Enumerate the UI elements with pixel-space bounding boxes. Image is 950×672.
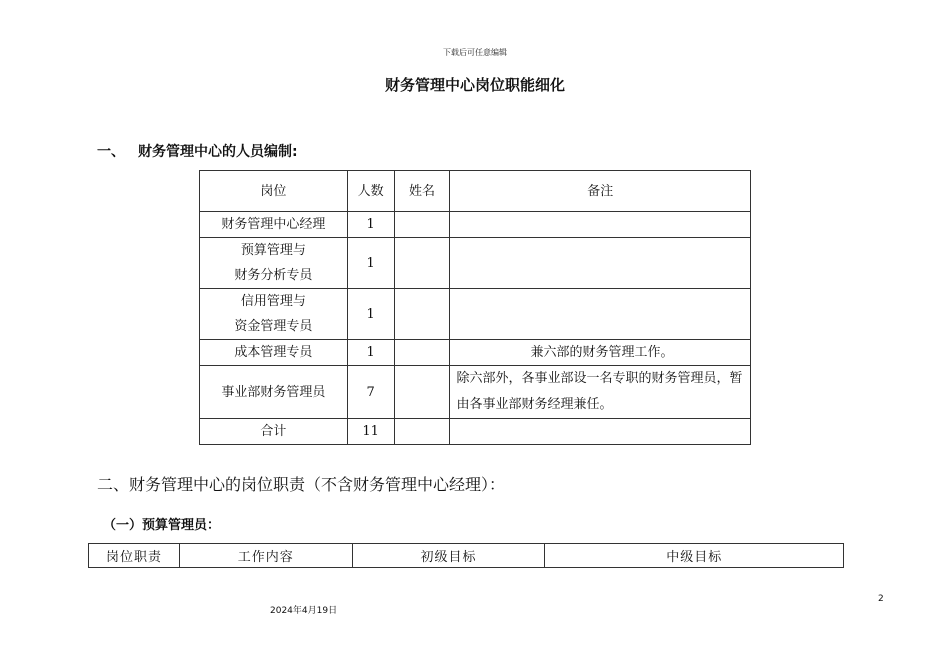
duty-table [88,543,844,568]
header-work-content: 工作内容 [179,544,352,568]
header-note: 下载后可任意编辑 [443,48,507,57]
post-line: 信用管理与 [240,294,306,309]
note-cell [450,419,751,445]
note-cell [450,212,751,238]
header-post: 岗位 [200,171,348,212]
table-total-row [200,419,751,445]
count-cell: 1 [347,212,394,238]
post-cell: 事业部财务管理员 [200,366,348,419]
post-cell: 成本管理专员 [200,340,348,366]
post-line: 财务分析专员 [234,268,313,283]
section-1-heading [97,141,298,161]
note-cell: 除六部外，各事业部设一名专职的财务管理员，暂由各事业部财务经理兼任。 [450,366,751,419]
header-name: 姓名 [394,171,450,212]
name-cell [394,238,450,289]
count-cell: 7 [347,366,394,419]
total-label-cell: 合计 [200,419,348,445]
name-cell [394,366,450,419]
header-note: 备注 [450,171,751,212]
name-cell [394,419,450,445]
name-cell [394,212,450,238]
page-number: 2 [878,594,884,604]
note-cell [450,289,751,340]
table-row [200,289,751,340]
post-line: 预算管理与 [240,243,306,258]
table-row [200,366,751,419]
note-cell [450,238,751,289]
note-cell: 兼六部的财务管理工作。 [450,340,751,366]
document-title: 财务管理中心岗位职能细化 [384,76,565,94]
section-1-title: 财务管理中心的人员编制: [138,144,298,160]
section-1-number: 一、 [97,144,125,160]
staff-table-header-row [200,171,751,212]
subsection-1-heading: （一）预算管理员： [103,518,221,533]
post-cell [200,289,348,340]
footer-date: 2024年4月19日 [270,606,338,616]
table-row [200,238,751,289]
header-duty: 岗位职责 [89,544,180,568]
name-cell [394,289,450,340]
table-row [200,212,751,238]
count-cell: 1 [347,340,394,366]
total-count-cell: 11 [347,419,394,445]
count-cell: 1 [347,289,394,340]
section-2-heading: 二、财务管理中心的岗位职责（不含财务管理中心经理）： [97,475,506,494]
count-cell: 1 [347,238,394,289]
staff-table [199,170,751,445]
post-cell [200,238,348,289]
name-cell [394,340,450,366]
header-basic-goal: 初级目标 [352,544,545,568]
post-line: 资金管理专员 [234,319,313,334]
duty-table-header-row [89,544,844,568]
header-count: 人数 [347,171,394,212]
header-intermediate-goal: 中级目标 [545,544,844,568]
table-row [200,340,751,366]
post-cell: 财务管理中心经理 [200,212,348,238]
